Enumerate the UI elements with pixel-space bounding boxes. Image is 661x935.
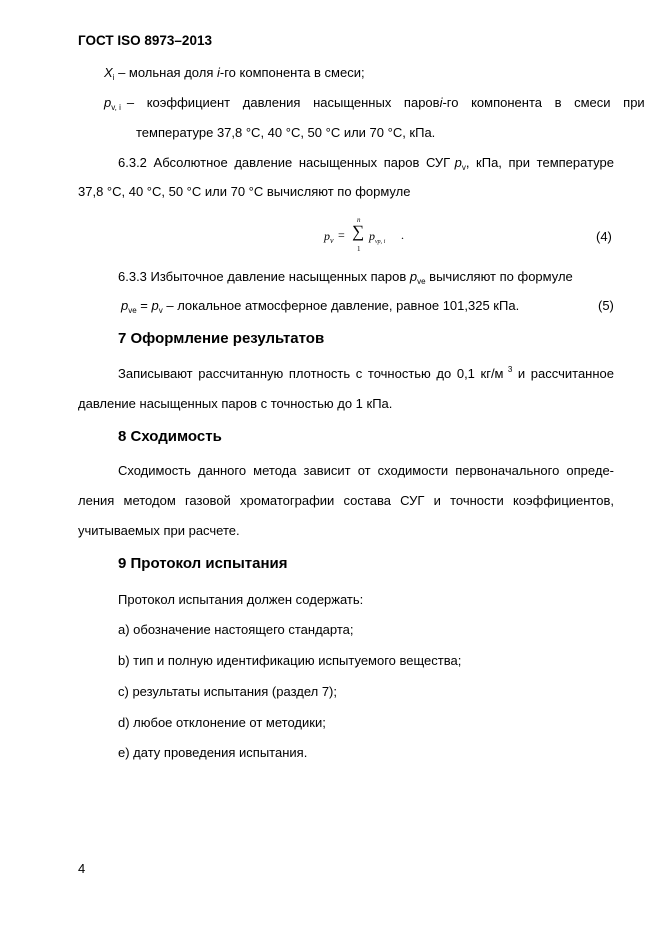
- formula-5-equals: =: [136, 298, 152, 313]
- formula-5-text: – локальное атмосферное давление, равное 101,325 кПа.: [162, 298, 520, 313]
- formula-5-rhs: p: [151, 298, 159, 313]
- formula-4-sum-top: n: [357, 216, 361, 224]
- section-9-title: 9 Протокол испытания: [118, 555, 288, 572]
- formula-4-term-sym: p: [369, 229, 375, 243]
- definition-p-text-pre: – коэффициент давления насыщенных паров: [126, 95, 440, 110]
- para-633-text-pre: 6.3.3 Избыточное давление насыщенных паров: [118, 269, 410, 284]
- para-632-symbol: p: [454, 155, 462, 170]
- definition-p-line1: [104, 95, 645, 112]
- section-9-item-e: e) дату проведения испытания.: [118, 745, 308, 760]
- definition-x-text-pre: – мольная доля: [114, 65, 217, 80]
- para-633-symbol: p: [409, 269, 418, 284]
- document-header: ГОСТ ISO 8973–2013: [78, 33, 212, 48]
- formula-5-symbol-sub: ve: [128, 306, 137, 315]
- definition-x: [104, 65, 365, 81]
- para-632-symbol-sub: v: [461, 163, 466, 172]
- symbol-p: p: [104, 95, 112, 110]
- para-632-symbol-wrap: [455, 155, 614, 171]
- formula-4-lhs-sym: p: [324, 229, 330, 243]
- formula-5-symbol: p: [121, 298, 129, 313]
- section-7-line1-pre: Записывают рассчитанную плотность с точностью до 0,1 кг/м: [118, 366, 504, 381]
- section-9-item-c: c) результаты испытания (раздел 7);: [118, 684, 337, 699]
- section-8-line1: Сходимость данного метода зависит от сходимости первоначального опреде-: [118, 463, 614, 478]
- page-number: 4: [78, 861, 86, 876]
- section-7-line1-post: и рассчитанное: [512, 366, 614, 381]
- definition-p-text-i-wrap: [440, 95, 645, 111]
- para-632-line1: [118, 155, 614, 171]
- section-7-line1-end: [508, 366, 614, 382]
- symbol-p-sub: v, i: [111, 103, 121, 112]
- section-7-line1: [118, 366, 614, 382]
- symbol-x: X: [104, 65, 113, 80]
- section-9-item-d: d) любое отклонение от методики;: [118, 715, 326, 730]
- para-633-symbol-sub: ve: [417, 277, 426, 286]
- section-8-title: 8 Сходимость: [118, 428, 222, 445]
- definition-p-text: [121, 95, 645, 111]
- formula-5-number: (5): [598, 298, 614, 313]
- section-9-item-b: b) тип и полную идентификацию испытуемого вещества;: [118, 653, 462, 668]
- definition-p-i: i: [439, 95, 443, 110]
- section-8-line3: учитываемых при расчете.: [78, 523, 240, 538]
- formula-4-dot: .: [401, 228, 404, 242]
- section-7-line2: давление насыщенных паров с точностью до 1 кПа.: [78, 396, 393, 411]
- formula-5-rhs-sub: v: [158, 306, 163, 315]
- section-7-title: 7 Оформление результатов: [118, 330, 325, 347]
- formula-4-number: (4): [596, 229, 612, 244]
- definition-p-text-post: -го компонента в смеси при: [442, 95, 645, 110]
- para-632-text-post: , кПа, при температуре: [465, 155, 614, 170]
- section-8-line2: ления методом газовой хроматографии состава СУГ и точности коэффициентов,: [78, 493, 614, 508]
- formula-4-lhs-sub: v: [330, 236, 334, 245]
- definition-x-text-post: -го компонента в смеси;: [219, 65, 365, 80]
- definition-p-symbol-wrap: [104, 95, 121, 111]
- formula-5: [121, 298, 519, 314]
- para-633-text-post: вычисляют по формуле: [425, 269, 573, 284]
- definition-p-line2: температуре 37,8 °С, 40 °С, 50 °С или 70 °С, кПа.: [136, 125, 436, 140]
- section-7-line1-sup: 3: [507, 365, 513, 374]
- formula-4-sum: ∑: [352, 222, 365, 241]
- formula-4-term-sub: vp, i: [375, 239, 386, 245]
- para-632-line2: 37,8 °С, 40 °С, 50 °С или 70 °С вычисляют по формуле: [78, 184, 411, 199]
- formula-4: [322, 216, 412, 259]
- section-9-item-a: a) обозначение настоящего стандарта;: [118, 622, 354, 637]
- formula-4-equals: =: [338, 228, 345, 242]
- formula-4-lhs: [324, 229, 334, 244]
- formula-4-sum-bottom: 1: [357, 245, 361, 253]
- definition-x-i: i: [216, 65, 220, 80]
- formula-4-term: [369, 229, 385, 244]
- para-633: [118, 269, 573, 285]
- section-9-intro: Протокол испытания должен содержать:: [118, 592, 364, 607]
- para-632-text-pre: 6.3.2 Абсолютное давление насыщенных паров СУГ: [118, 155, 451, 170]
- symbol-x-sub: i: [112, 73, 115, 82]
